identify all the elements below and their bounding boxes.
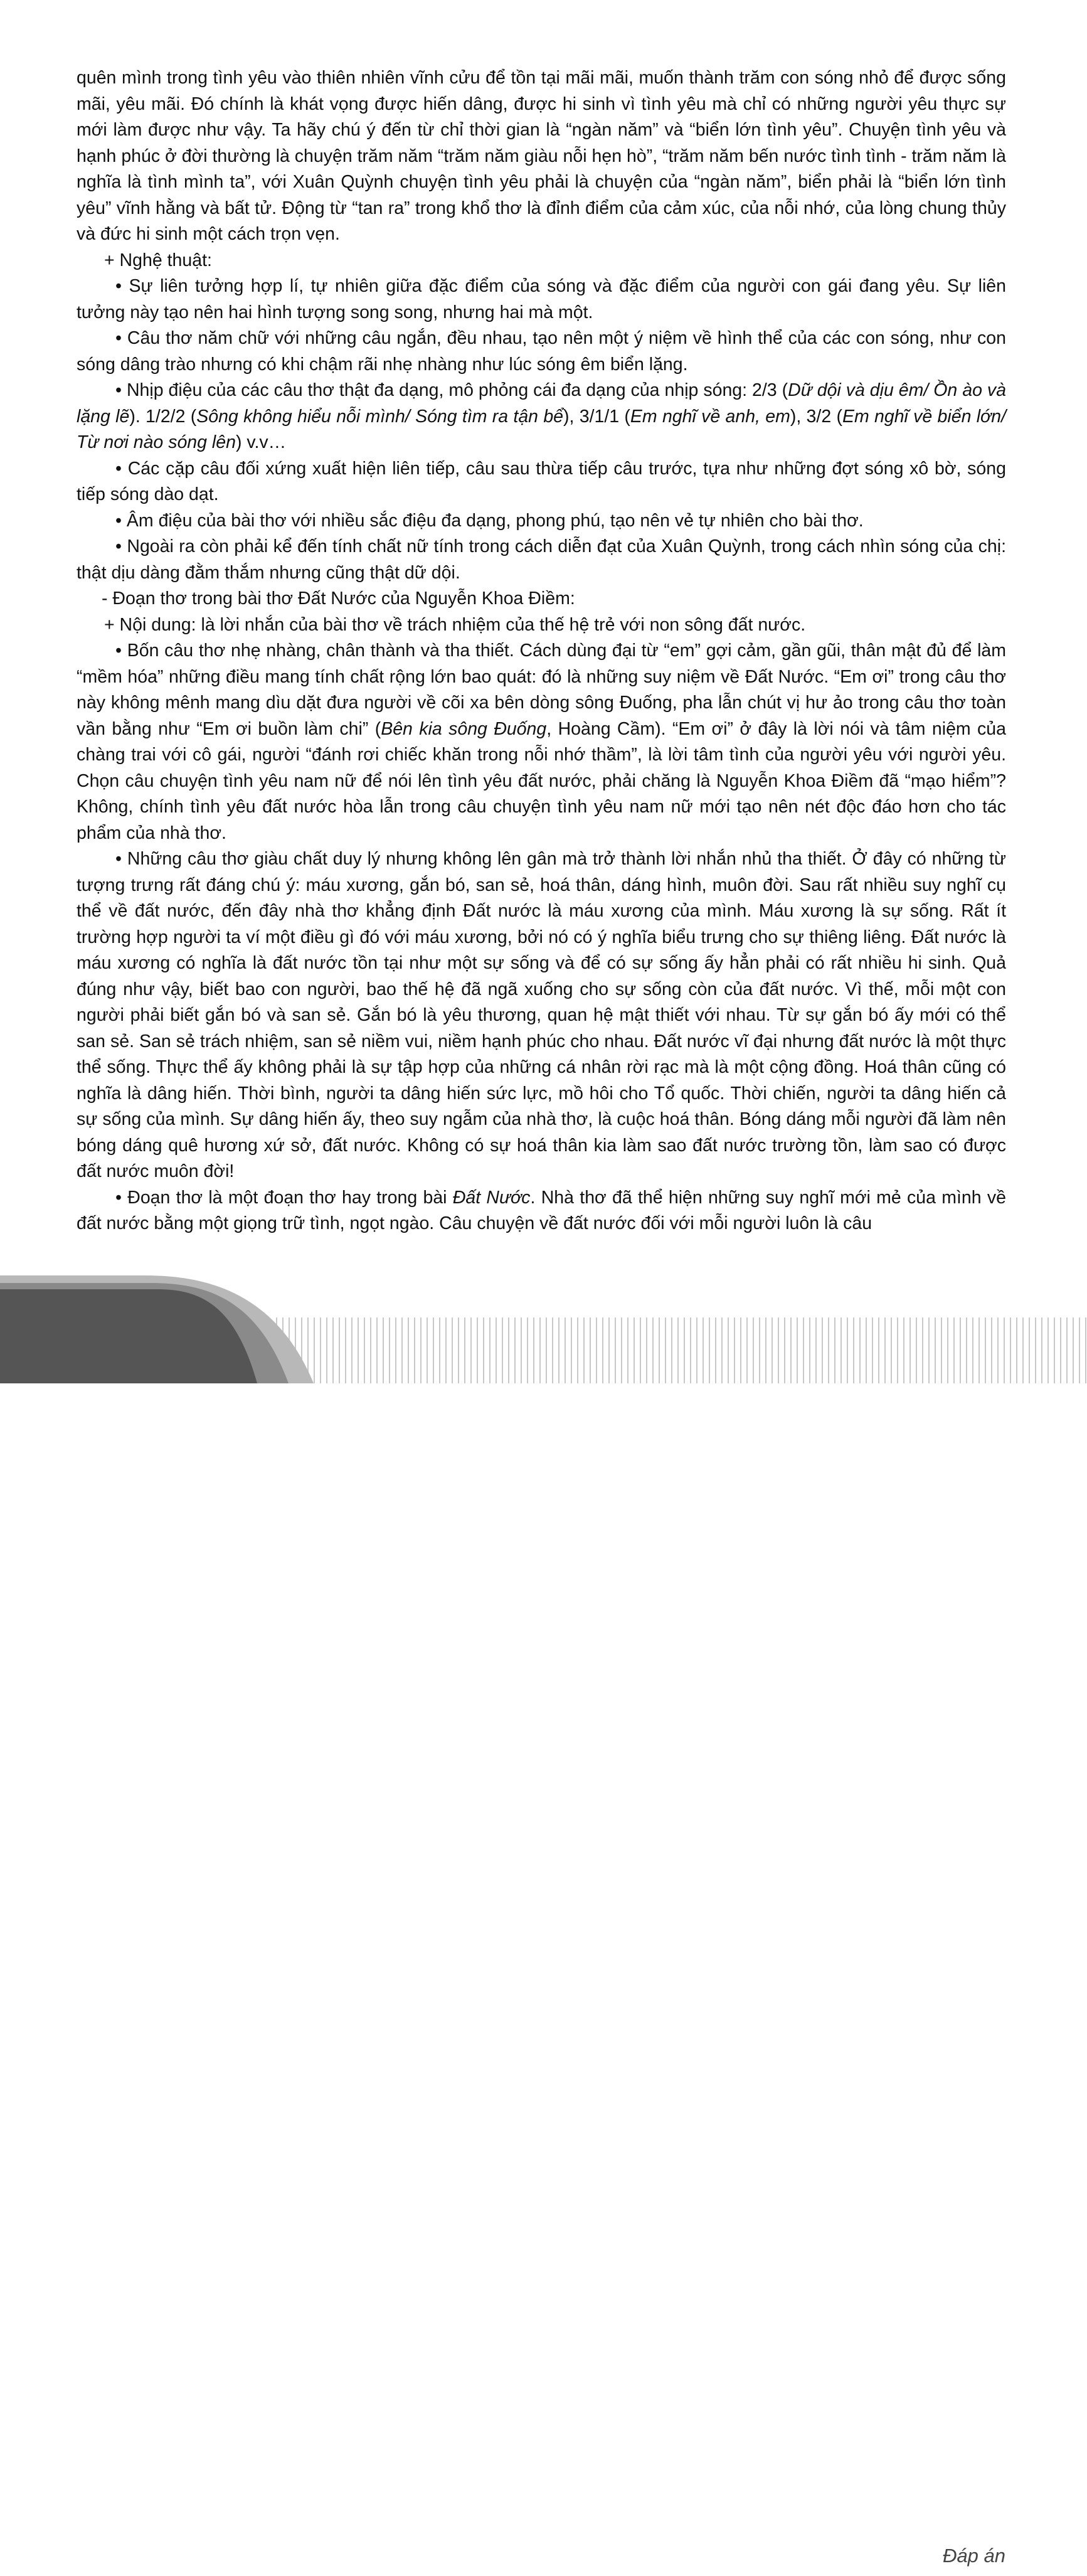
text-run: . Nhà thơ đã thể hiện những suy nghĩ mới mẻ của mình về đất nước bằng một giọng trữ tình, ngọt ngào. Câu chuyện về đất nước đối với mỗi người luôn là câu xyxy=(77,1187,1006,1233)
paragraph xyxy=(77,534,1006,586)
paragraph xyxy=(77,638,1006,846)
italic-text: Dữ dội và dịu êm/ Ồn ào và lặng lẽ xyxy=(77,380,1006,427)
text-run: • Bốn câu thơ nhẹ nhàng, chân thành và tha thiết. Cách dùng đại từ “em” gợi cảm, gần gũi, thân mật đủ để làm “mềm hóa” những điều mang tính chất rộng lớn bao quát: đó là những suy niệm về Đất Nước. “Em ơi” trong câu thơ này không mênh mang dìu dặt đưa người về cõi xa bên dòng sông Đuống, pha lẫn chút vị hư ảo trong câu thơ toàn vần bằng như “Em ơi buồn làm chi” ( xyxy=(77,641,1006,739)
text-run: ), 3/1/1 ( xyxy=(563,406,630,427)
paragraph xyxy=(77,248,1006,274)
text-run: ), 3/2 ( xyxy=(790,406,842,427)
text-run: - Đoạn thơ trong bài thơ Đất Nước của Nguyễn Khoa Điềm: xyxy=(102,588,575,609)
paragraph xyxy=(77,586,1006,612)
italic-text: Sông không hiểu nỗi mình/ Sóng tìm ra tận bể xyxy=(196,406,564,427)
paragraph xyxy=(77,274,1006,326)
text-run: • Nhịp điệu của các câu thơ thật đa dạng, mô phỏng cái đa dạng của nhịp sóng: 2/3 ( xyxy=(115,380,788,400)
text-run: ). 1/2/2 ( xyxy=(129,406,197,427)
section-label: Đáp án xyxy=(943,2545,1005,2567)
paragraph xyxy=(77,1185,1006,1237)
italic-text: Đất Nước xyxy=(452,1187,531,1208)
paragraph xyxy=(77,456,1006,508)
paragraph xyxy=(77,508,1006,535)
text-run: • Các cặp câu đối xứng xuất hiện liên tiếp, câu sau thừa tiếp câu trước, tựa như những đợt sóng xô bờ, sóng tiếp sóng dào dạt. xyxy=(77,458,1006,504)
page-number: 216 xyxy=(77,2540,144,2576)
paragraph xyxy=(77,378,1006,456)
text-run: + Nội dung: là lời nhắn của bài thơ về trách nhiệm của thế hệ trẻ với non sông đất nước. xyxy=(104,614,806,635)
paragraph xyxy=(77,326,1006,378)
text-run: ) v.v… xyxy=(235,432,287,452)
italic-text: Em nghĩ về anh, em xyxy=(630,406,790,427)
italic-text: Bên kia sông Đuống xyxy=(381,718,547,739)
text-run: • Âm điệu của bài thơ với nhiều sắc điệu đa dạng, phong phú, tạo nên vẻ tự nhiên cho bài thơ. xyxy=(115,510,864,531)
italic-text: Em nghĩ về biển lớn/ Từ nơi nào sóng lên xyxy=(77,406,1007,452)
text-run: • Sự liên tưởng hợp lí, tự nhiên giữa đặc điểm của sóng và đặc điểm của người con gái đang yêu. Sự liên tưởng này tạo nên hai hình tượng song song, nhưng hai mà một. xyxy=(77,276,1006,322)
text-run: • Ngoài ra còn phải kể đến tính chất nữ tính trong cách diễn đạt của Xuân Quỳnh, trong cách nhìn sóng của chị: thật dịu dàng đằm thắm nhưng cũng thật dữ dội. xyxy=(77,536,1006,583)
answer-text-body xyxy=(77,65,1006,1237)
text-run: quên mình trong tình yêu vào thiên nhiên vĩnh cửu để tồn tại mãi mãi, muốn thành trăm con sóng nhỏ để được sống mãi, yêu mãi. Đó chính là khát vọng được hiến dâng, được hi sinh vì tình yêu mà chỉ có những người yêu thực sự mới làm được như vậy. Ta hãy chú ý đến từ chỉ thời gian là “ngàn năm” và “biển lớn tình yêu”. Chuyện tình yêu và hạnh phúc ở đời thường là chuyện trăm năm “trăm năm giàu nỗi hẹn hò”, “trăm năm bến nước tình tình - trăm năm là nghĩa là tình mình ta”, với Xuân Quỳnh chuyện tình yêu phải là chuyện của “ngàn năm”, biển phải là “biển lớn tình yêu” vĩnh hằng và bất tử. Động từ “tan ra” trong khổ thơ là đỉnh điểm của cảm xúc, của nỗi nhớ, của lòng chung thủy và đức hi sinh một cách trọn vẹn. xyxy=(77,68,1006,244)
paragraph xyxy=(77,846,1006,1185)
text-run: • Những câu thơ giàu chất duy lý nhưng không lên gân mà trở thành lời nhắn nhủ tha thiết. Ở đây có những từ tượng trưng rất đáng chú ý: máu xương, gắn bó, san sẻ, hoá thân, dáng hình, muôn đời. Sau rất nhiều suy nghĩ cụ thể về đất nước, đến đây nhà thơ khẳng định Đất nước là máu xương của mình. Máu xương là sự sống. Rất ít trường hợp người ta ví một điều gì đó với máu xương, bởi nó có ý nghĩa biểu trưng cho sự thiêng liêng. Đất nước là máu xương có nghĩa là đất nước tồn tại như một sự sống và để có sự sống ấy hẳn phải có rất nhiều hi sinh. Quả đúng như vậy, biết bao con người, bao thế hệ đã ngã xuống cho sự sống còn của đất nước. Vì thế, mỗi một con người phải biết gắn bó và san sẻ. Gắn bó là yêu thương, quan hệ mật thiết với nhau. Từ sự gắn bó ấy mới có thể san sẻ. San sẻ trách nhiệm, san sẻ niềm vui, niềm hạnh phúc cho nhau. Đất nước vĩ đại nhưng đất nước là một thực thể sống. Thực thể ấy không phải là sự tập hợp của những cá nhân rời rạc mà là một cộng đồng. Hoá thân cũng có nghĩa là dâng hiến. Thời bình, người ta dâng hiến sức lực, mồ hôi cho Tổ quốc. Thời chiến, người ta dâng hiến cả sự sống của mình. Sự dâng hiến ấy, theo suy ngẫm của nhà thơ, là cuộc hoá thân. Bóng dáng mỗi người đã làm nên bóng dáng quê hương xứ sở, đất nước. Không có sự hoá thân kia làm sao đất nước trường tồn, làm sao có được đất nước muôn đời! xyxy=(77,849,1006,1181)
text-run: • Đoạn thơ là một đoạn thơ hay trong bài xyxy=(115,1187,453,1208)
paragraph xyxy=(77,612,1006,639)
paragraph xyxy=(77,65,1006,248)
page-footer xyxy=(0,1255,1087,2576)
text-run: , Hoàng Cầm). “Em ơi” ở đây là lời nói và tâm niệm của chàng trai với cô gái, người “đánh rơi chiếc khăn trong nỗi nhớ thầm”, là lời tâm tình của người yêu với người yêu. Chọn câu chuyện tình yêu nam nữ để nói lên tình yêu đất nước, phải chăng là Nguyễn Khoa Điềm đã “mạo hiểm”? Không, chính tình yêu đất nước hòa lẫn trong câu chuyện tình yêu nam nữ mới tạo nên nét độc đáo hơn cho tác phẩm của nhà thơ. xyxy=(77,718,1006,843)
text-run: + Nghệ thuật: xyxy=(104,250,212,270)
footer-decoration xyxy=(0,1255,1087,1383)
text-run: • Câu thơ năm chữ với những câu ngắn, đều nhau, tạo nên một ý niệm về hình thể của các con sóng, như con sóng dâng trào nhưng có khi chậm rãi nhẹ nhàng như lúc sóng êm biển lặng. xyxy=(77,328,1006,375)
footer-stripes xyxy=(276,1317,1087,1383)
